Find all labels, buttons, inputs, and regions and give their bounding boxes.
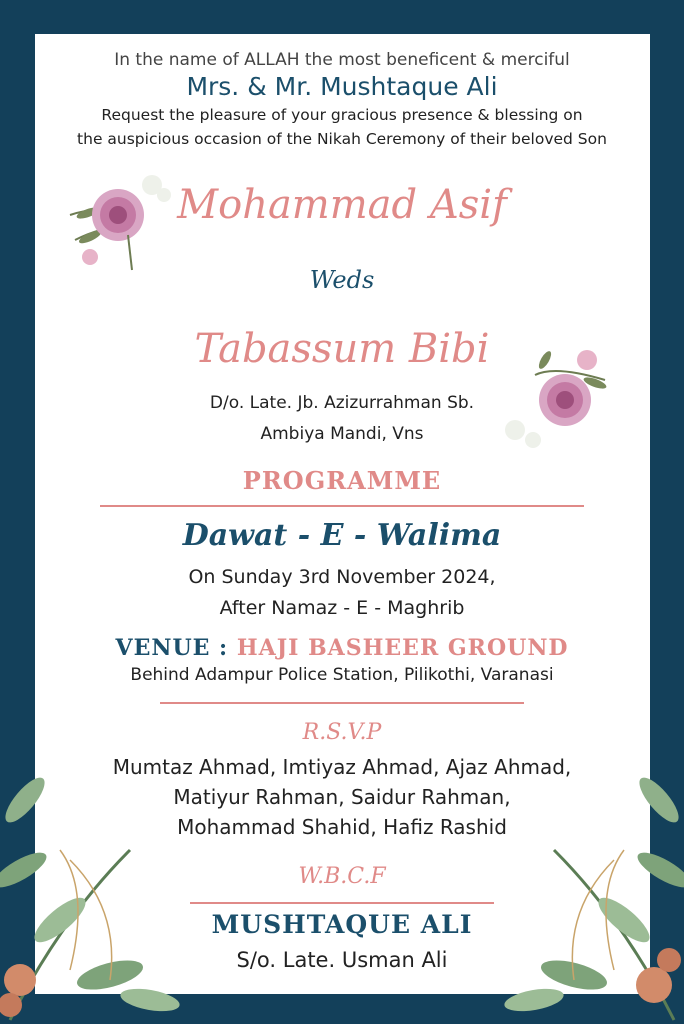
venue-divider <box>160 702 524 704</box>
event-date: On Sunday 3rd November 2024, <box>188 566 496 588</box>
weds-text: Weds <box>309 266 375 294</box>
venue-address: Behind Adampur Police Station, Pilikothi, Varanasi <box>130 665 554 685</box>
programme-heading: PROGRAMME <box>242 466 442 495</box>
wbcf-name: MUSHTAQUE ALI <box>211 910 473 939</box>
bismillah-line: In the name of ALLAH the most beneficent & merciful <box>114 50 570 70</box>
bride-address: Ambiya Mandi, Vns <box>260 424 424 444</box>
event-time: After Namaz - E - Maghrib <box>219 597 465 619</box>
bride-name: Tabassum Bibi <box>194 326 490 372</box>
event-name: Dawat - E - Walima <box>182 518 502 553</box>
request-line-1: Request the pleasure of your gracious presence & blessing on <box>101 106 583 124</box>
programme-divider <box>100 505 584 507</box>
rsvp-heading: R.S.V.P <box>302 720 382 745</box>
hosts-name: Mrs. & Mr. Mushtaque Ali <box>186 72 498 101</box>
wbcf-heading: W.B.C.F <box>298 864 386 889</box>
rsvp-line-1: Mumtaz Ahmad, Imtiyaz Ahmad, Ajaz Ahmad, <box>112 755 572 779</box>
venue-label: VENUE : <box>115 635 229 661</box>
wbcf-divider <box>190 902 494 904</box>
bride-parent: D/o. Late. Jb. Azizurrahman Sb. <box>209 393 475 413</box>
groom-name: Mohammad Asif <box>177 182 507 228</box>
request-line-2: the auspicious occasion of the Nikah Ceremony of their beloved Son <box>77 130 607 148</box>
rsvp-line-3: Mohammad Shahid, Hafiz Rashid <box>177 815 507 839</box>
venue-line <box>0 635 684 661</box>
rsvp-line-2: Matiyur Rahman, Saidur Rahman, <box>173 785 511 809</box>
wbcf-relation: S/o. Late. Usman Ali <box>236 948 448 972</box>
venue-name: HAJI BASHEER GROUND <box>236 635 569 661</box>
